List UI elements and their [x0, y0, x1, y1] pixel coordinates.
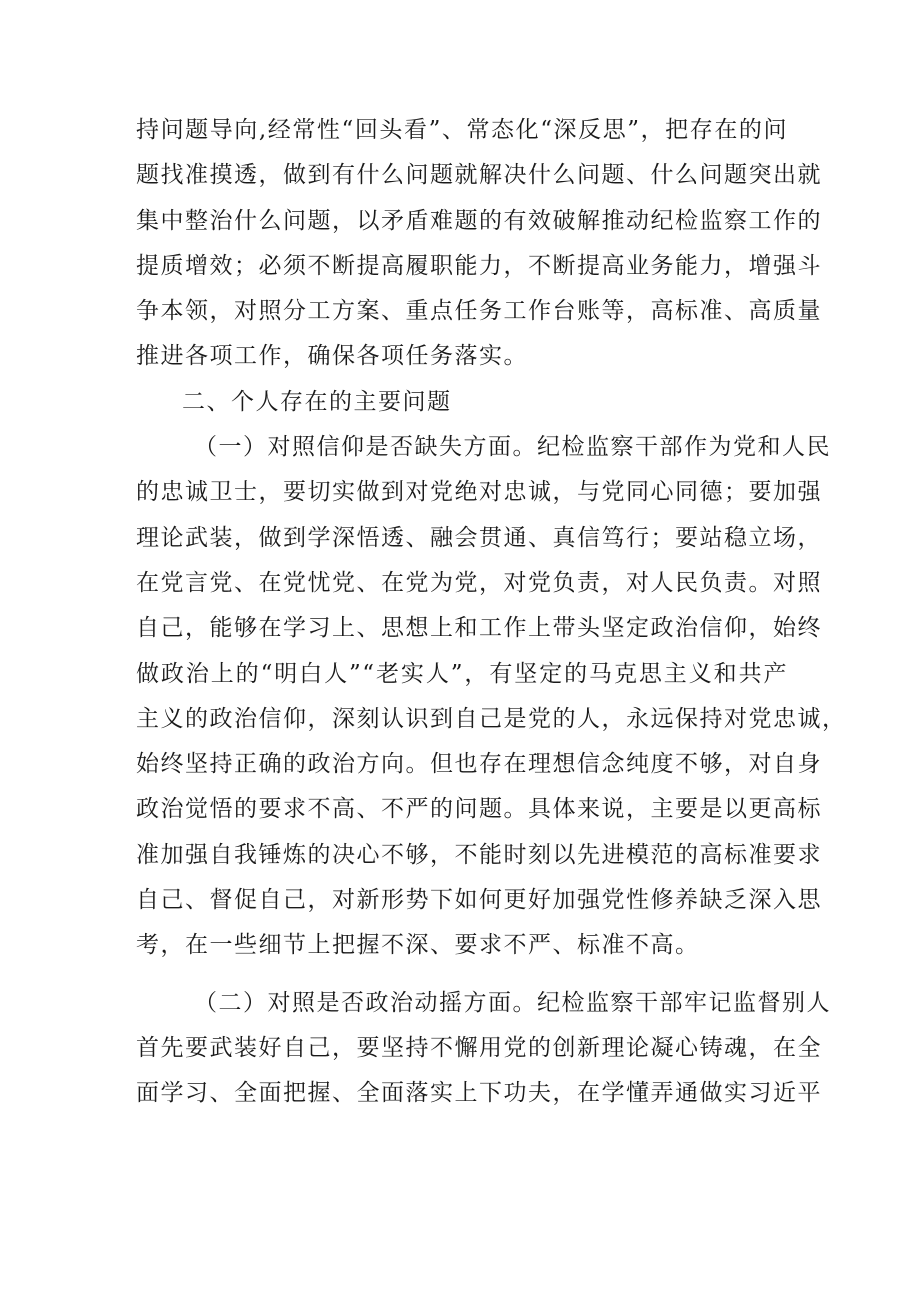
paragraph-line: 的忠诚卫士，要切实做到对党绝对忠诚，与党同心同德；要加强 [136, 479, 822, 506]
paragraph-line: 面学习、全面把握、全面落实上下功夫，在学懂弄通做实习近平 [136, 1080, 822, 1107]
paragraph-line: 题找准摸透，做到有什么问题就解决什么问题、什么问题突出就 [136, 162, 822, 189]
paragraph-line: 政治觉悟的要求不高、不严的问题。具体来说，主要是以更高标 [136, 796, 822, 823]
paragraph-continued [136, 108, 822, 380]
paragraph-line: 提质增效；必须不断提高履职能力，不断提高业务能力，增强斗 [136, 252, 822, 279]
paragraph-line: 争本领，对照分工方案、重点任务工作台账等，高标准、高质量 [136, 298, 822, 325]
document-body [136, 108, 847, 1117]
paragraph-line: 理论武装，做到学深悟透、融会贯通、真信笃行；要站稳立场， [136, 524, 822, 551]
paragraph-line: （二）对照是否政治动摇方面。纪检监察干部牢记监督别人 [194, 989, 831, 1016]
paragraph-line: 做政治上的“明白人”“老实人”，有坚定的马克思主义和共产 [136, 660, 788, 687]
section-heading: 二、个人存在的主要问题 [182, 388, 452, 415]
paragraph-line: 考，在一些细节上把握不深、要求不严、标准不高。 [136, 932, 700, 959]
paragraph-line: 推进各项工作，确保各项任务落实。 [136, 343, 528, 370]
paragraph-line: 准加强自我锤炼的决心不够，不能时刻以先进模范的高标准要求 [136, 841, 822, 868]
paragraph-line: 持问题导向,经常性“回头看”、常态化“深反思”，把存在的问 [136, 117, 788, 143]
paragraph-line: 首先要武装好自己，要坚持不懈用党的创新理论凝心铸魂，在全 [136, 1034, 822, 1061]
paragraph-line: 主义的政治信仰，深刻认识到自己是党的人，永远保持对党忠诚， [136, 705, 847, 732]
paragraph-line: （一）对照信仰是否缺失方面。纪检监察干部作为党和人民 [194, 434, 831, 461]
paragraph-faith [136, 425, 847, 969]
paragraph-line: 集中整治什么问题，以矛盾难题的有效破解推动纪检监察工作的 [136, 207, 822, 234]
paragraph-spacer [136, 969, 788, 981]
paragraph-line: 自己，能够在学习上、思想上和工作上带头坚定政治信仰，始终 [136, 615, 822, 642]
paragraph-politics [136, 981, 831, 1117]
paragraph-line: 自己、督促自己，对新形势下如何更好加强党性修养缺乏深入思 [136, 887, 822, 914]
paragraph-line: 在党言党、在党忧党、在党为党，对党负责，对人民负责。对照 [136, 569, 822, 596]
paragraph-line: 始终坚持正确的政治方向。但也存在理想信念纯度不够，对自身 [136, 751, 822, 778]
